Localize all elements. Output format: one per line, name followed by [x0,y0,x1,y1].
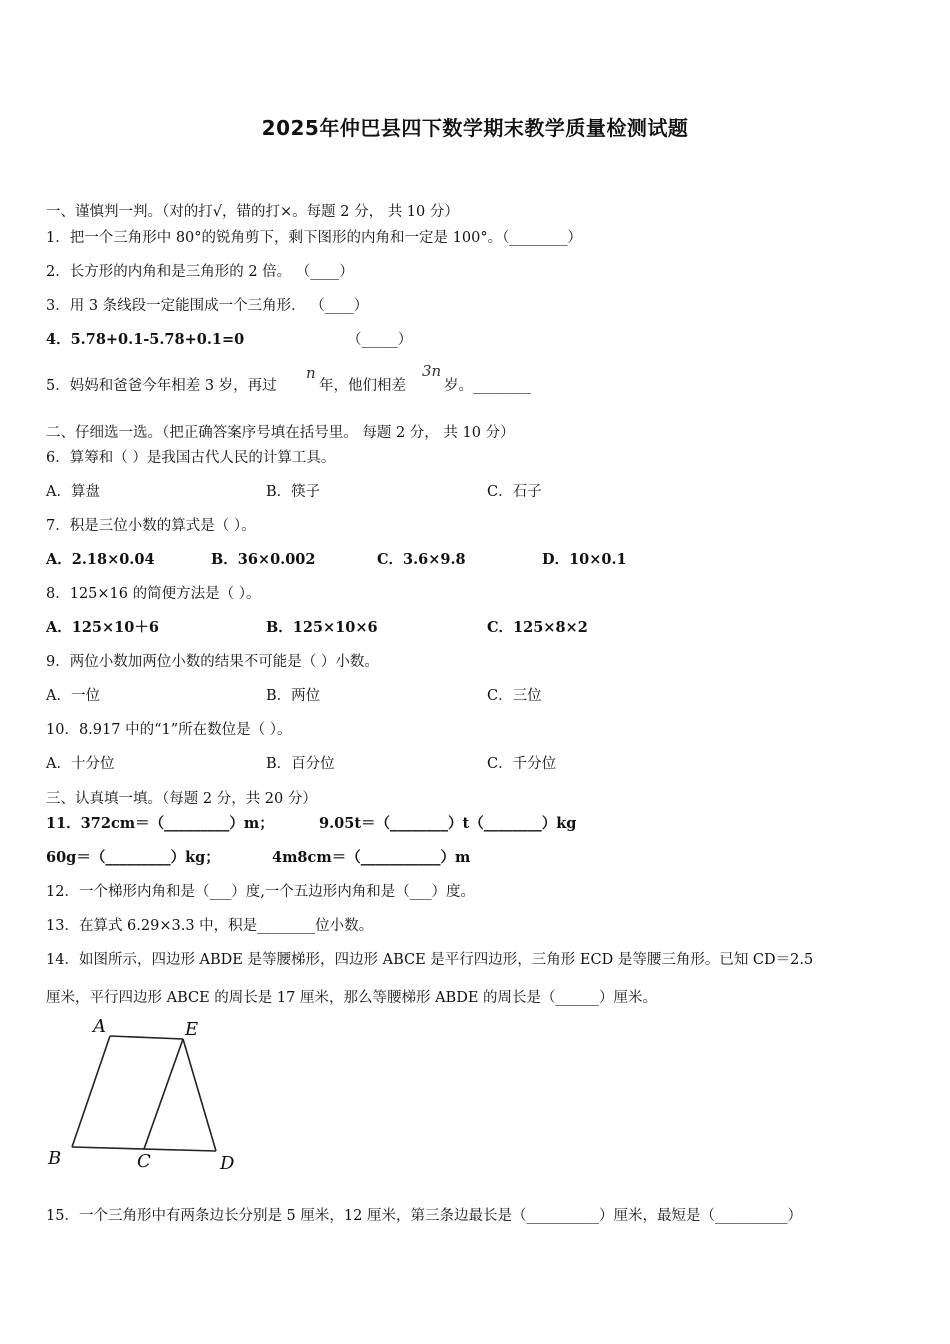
question-6-option-c: C．石子 [487,484,542,500]
trapezoid-figure [40,1012,250,1182]
question-6-option-a: A．算盘 [46,484,100,500]
question-11-part2: 9.05t＝（________）t（________）kg [319,815,577,832]
label-d: D [220,1153,235,1174]
question-10-option-b: B．百分位 [266,756,335,772]
question-6-option-b: B．筷子 [266,484,321,500]
label-c: C [137,1151,151,1172]
question-5-var-n: n [306,364,316,382]
question-15: 15．一个三角形中有两条边长分别是 5 厘米，12 厘米，第三条边最长是（__________）厘米，最短是（__________） [46,1208,802,1224]
question-8-option-b: B．125×10×6 [266,619,378,636]
section1-header: 一、谨慎判一判。（对的打√，错的打×。每题 2 分， 共 10 分） [46,204,459,220]
question-13: 13．在算式 6.29×3.3 中，积是________位小数。 [46,918,374,934]
question-9: 9．两位小数加两位小数的结果不可能是（ ）小数。 [46,654,379,670]
question-7-option-d: D．10×0.1 [542,551,627,568]
section3-header: 三、认真填一填。（每题 2 分，共 20 分） [46,791,317,807]
question-10: 10．8.917 中的“1”所在数位是（ ）。 [46,722,292,738]
label-e: E [185,1019,199,1040]
question-7-option-c: C．3.6×9.8 [377,551,466,568]
edge-ec [144,1039,183,1149]
question-6: 6．算筹和（ ）是我国古代人民的计算工具。 [46,450,336,466]
question-11-part3: 60g＝（_________）kg； [46,849,220,866]
question-8-option-c: C．125×8×2 [487,619,588,636]
question-5-part1: 5．妈妈和爸爸今年相差 3 岁，再过 [46,378,277,394]
question-11-part4: 4m8cm＝（___________）m [272,849,471,866]
page-title: 2025年仲巴县四下数学期末教学质量检测试题 [261,116,689,140]
question-10-option-a: A．十分位 [46,756,115,772]
question-8-option-a: A．125×10＋6 [46,619,159,636]
question-9-option-a: A．一位 [46,688,100,704]
question-14-line2: 厘米，平行四边形 ABCE 的周长是 17 厘米，那么等腰梯形 ABDE 的周长是（______）厘米。 [46,990,658,1006]
edge-ae [110,1036,183,1039]
edge-ab [72,1036,110,1147]
question-4: 4．5.78+0.1-5.78+0.1=0 [46,331,245,348]
question-1: 1．把一个三角形中 80°的锐角剪下，剩下图形的内角和一定是 100°。（________） [46,230,582,246]
question-5-part3: 岁。________ [444,378,531,394]
question-7-option-a: A．2.18×0.04 [46,551,155,568]
question-14-line1: 14．如图所示，四边形 ABDE 是等腰梯形，四边形 ABCE 是平行四边形，三角形 ECD 是等腰三角形。已知 CD＝2.5 [46,952,814,968]
question-3: 3．用 3 条线段一定能围成一个三角形． （____） [46,298,369,314]
edge-ed [183,1039,216,1151]
question-7: 7．积是三位小数的算式是（ ）。 [46,518,256,534]
question-9-option-b: B．两位 [266,688,321,704]
question-2: 2．长方形的内角和是三角形的 2 倍。 （____） [46,264,354,280]
section2-header: 二、仔细选一选。（把正确答案序号填在括号里。 每题 2 分， 共 10 分） [46,425,515,441]
question-5-var-3n: 3n [422,362,442,380]
question-10-option-c: C．千分位 [487,756,557,772]
question-12: 12．一个梯形内角和是（___）度,一个五边形内角和是（___）度。 [46,884,476,900]
question-4-blank: （_____） [347,332,413,348]
label-b: B [48,1148,62,1169]
question-8: 8．125×16 的简便方法是（ ）。 [46,586,261,602]
question-5-part2: 年，他们相差 [319,378,406,394]
question-11-part1: 11．372cm＝（_________）m； [46,815,274,832]
question-9-option-c: C．三位 [487,688,542,704]
question-7-option-b: B．36×0.002 [211,551,316,568]
label-a: A [93,1016,106,1037]
